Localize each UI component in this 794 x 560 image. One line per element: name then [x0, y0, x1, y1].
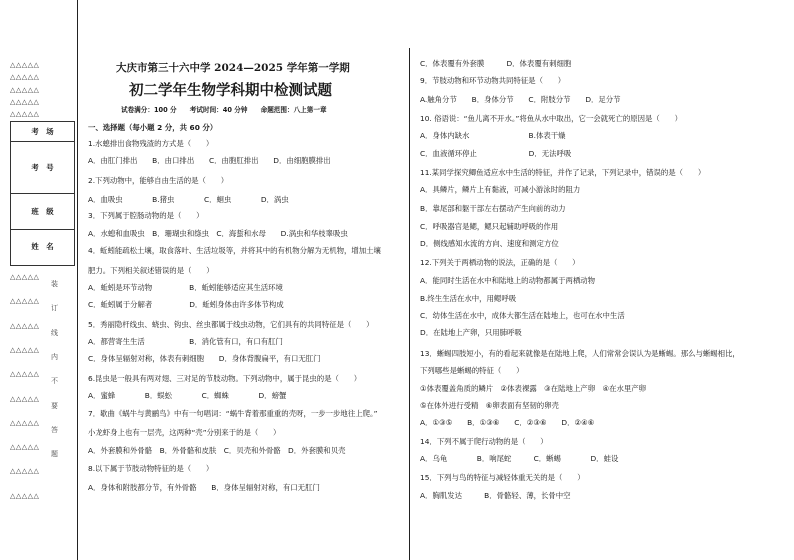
question-line: A．胸肌发达 B．骨骼轻、薄，长骨中空: [420, 491, 571, 500]
seal-note-char: 订: [51, 304, 58, 313]
question-line: A．身体和附肢都分节，有外骨骼 B．身体呈辐射对称，有口无肛门: [88, 483, 320, 492]
triangle-row: △△△△△: [10, 273, 40, 281]
question-line: 4．蚯蚓能疏松土壤，取食落叶、生活垃圾等，并将其中的有机物分解为无机物，增加土壤: [88, 246, 381, 255]
question-line: A．血吸虫 B.猪虫 C．蛔虫 D．涡虫: [88, 195, 289, 204]
question-line: A．外套膜和外骨骼 B．外骨骼和皮肤 C．贝壳和外骨骼 D．外套膜和贝壳: [88, 446, 346, 455]
triangle-row: △△△△△: [10, 85, 40, 94]
question-line: 小龙虾身上也有一层壳，这两种“壳”分别来于的是（ ）: [88, 428, 281, 437]
section-title: 一、选择题（每小题 2 分，共 60 分）: [88, 123, 218, 132]
question-line: B．靠尾部和躯干部左右摆动产生向前的动力: [420, 204, 566, 213]
question-line: C．幼体生活在水中，成体大都生活在陆地上，也可在水中生活: [420, 311, 625, 320]
question-line: A．能同时生活在水中和陆地上的动物都属于两栖动物: [420, 276, 596, 285]
question-line: 7．歇曲《蜗牛与黄鹂鸟》中有一句唱词：“蜗牛背着那重重的壳呀，一步一步地往上爬。”: [88, 409, 378, 418]
question-line: 11.某同学探究鲫鱼适应水中生活的特征，并作了记录，下列记录中，错误的是（ ）: [420, 168, 706, 177]
triangle-row: △△△△△: [10, 61, 40, 69]
student-info-box: [10, 121, 75, 266]
triangle-row: △△△△△: [10, 110, 40, 119]
triangle-row: △△△△△: [10, 443, 40, 452]
question-line: 1.水螅排出食物残渣的方式是（ ）: [88, 139, 214, 148]
seal-note-char: 答: [51, 425, 58, 434]
question-line: 2.下列动物中，能够自由生活的是（ ）: [88, 176, 229, 185]
question-line: 5．秀丽隐杆线虫、蛲虫、钩虫、丝虫都属于线虫动物，它们具有的共同特征是（ ）: [88, 320, 374, 329]
seal-note-char: 内: [51, 352, 58, 361]
info-field-2: 班 级: [11, 194, 74, 230]
question-line: D．侧线感知水流的方向、速度和测定方位: [420, 239, 559, 248]
question-line: A．水螅和血吸虫 B．珊瑚虫和绦虫 C．海蜇和水母 D.涡虫和华枝睾吸虫: [88, 229, 348, 238]
seal-note-char: 不: [51, 377, 58, 386]
question-line: 13．蜥蜴四肢短小，有的看起来就像是在陆地上爬，人们常常会误认为是蜥蜴。那么与蜥蜴相比，: [420, 349, 740, 358]
seal-note-char: 题: [51, 450, 58, 459]
question-line: 12.下列关于两栖动物的说法，正确的是（ ）: [420, 258, 580, 267]
question-line: 8.以下属于节肢动物特征的是（ ）: [88, 464, 214, 473]
question-line: C．呼吸器官是鳃，鳃只起辅助呼吸的作用: [420, 222, 559, 231]
question-line: A．具鳞片，鳞片上有黏液，可减小游泳时的阻力: [420, 185, 581, 194]
question-line: A．身体内缺水 B.体表干燥: [420, 131, 566, 140]
question-line: A．蚯蚓是环节动物 B．蚯蚓能够适应其生活环境: [88, 283, 283, 292]
triangle-row: △△△△△: [10, 418, 40, 427]
triangle-row: △△△△△: [10, 321, 40, 330]
triangle-row: △△△△△: [10, 97, 40, 106]
triangle-row: △△△△△: [10, 297, 40, 306]
question-line: 14．下列不属于爬行动物的是（ ）: [420, 437, 548, 446]
question-line: ①体表覆盖角质的鳞片 ②体表裸露 ③在陆地上产卵 ④在水里产卵: [420, 384, 647, 393]
triangle-row: △△△△△: [10, 394, 40, 403]
question-line: A．由肛门排出 B．由口排出 C．由胞肛排出 D．由细胞膜排出: [88, 156, 331, 165]
seal-note-char: 要: [51, 401, 58, 410]
question-line: B.终生生活在水中，用鳃呼吸: [420, 294, 517, 303]
question-line: A．蜜蜂 B．蜈蚣 C．蜘蛛 D．螃蟹: [88, 391, 287, 400]
info-field-1: 考 号: [11, 142, 74, 194]
triangle-row: △△△△△: [10, 73, 40, 82]
question-line: 9．节肢动物和环节动物共同特征是（ ）: [420, 76, 566, 85]
exam-title: 初二学年生物学科期中检测试题: [129, 82, 332, 99]
question-line: A．都营寄生生活 B．消化管有口，有口有肛门: [88, 337, 283, 346]
question-line: 6.昆虫是一般具有两对翅、三对足的节肢动物。下列动物中，属于昆虫的是（ ）: [88, 374, 362, 383]
seal-line: [77, 0, 78, 560]
question-line: 下列哪些是蜥蜴的特征（ ）: [420, 366, 524, 375]
question-line: C．体表覆有外套膜 D．体表覆有刺细胞: [420, 59, 572, 68]
question-line: 肥力。下列相关叙述错误的是（ ）: [88, 266, 214, 275]
question-line: 10. 俗语说：“鱼儿离不开水。”将鱼从水中取出，它一会就死亡的原因是（ ）: [420, 114, 682, 123]
question-line: D．在陆地上产卵，只用肺呼吸: [420, 328, 522, 337]
seal-note-char: 装: [51, 280, 58, 288]
question-line: C．身体呈辐射对称，体表有刺细胞 D．身体背腹扁平，有口无肛门: [88, 354, 321, 363]
triangle-row: △△△△△: [10, 467, 40, 476]
triangle-row: △△△△△: [10, 370, 40, 379]
exam-meta: 试卷满分：100 分 考试时间：40 分钟 命题范围：八上第一章: [121, 106, 327, 114]
info-field-3: 姓 名: [31, 242, 54, 251]
info-field-0: 考 场: [11, 122, 74, 142]
question-line: 3．下列属于腔肠动物的是（ ）: [88, 211, 204, 220]
triangle-row: △△△△△: [10, 345, 40, 354]
column-divider: [409, 48, 410, 560]
seal-note-char: 线: [51, 328, 58, 337]
triangle-row: △△△△△: [10, 491, 40, 500]
school-line: 大庆市第三十六中学 2024—2025 学年第一学期: [116, 62, 350, 74]
question-line: ⑤在体外进行受精 ⑥卵表面有坚韧的卵壳: [420, 401, 559, 410]
question-line: A.触角分节 B．身体分节 C．附肢分节 D．足分节: [420, 95, 621, 104]
question-line: A．①③⑤ B．①③⑥ C．②③⑥ D．②④⑥: [420, 418, 595, 427]
question-line: C．蚯蚓属于分解者 D．蚯蚓身体由许多体节构成: [88, 300, 284, 309]
question-line: C．血液循环停止 D．无法呼吸: [420, 149, 572, 158]
question-line: 15．下列与鸟的特征与减轻体重无关的是（ ）: [420, 473, 585, 482]
question-line: A．乌龟 B．响尾蛇 C．蜥蜴 D．蛙设: [420, 454, 619, 463]
